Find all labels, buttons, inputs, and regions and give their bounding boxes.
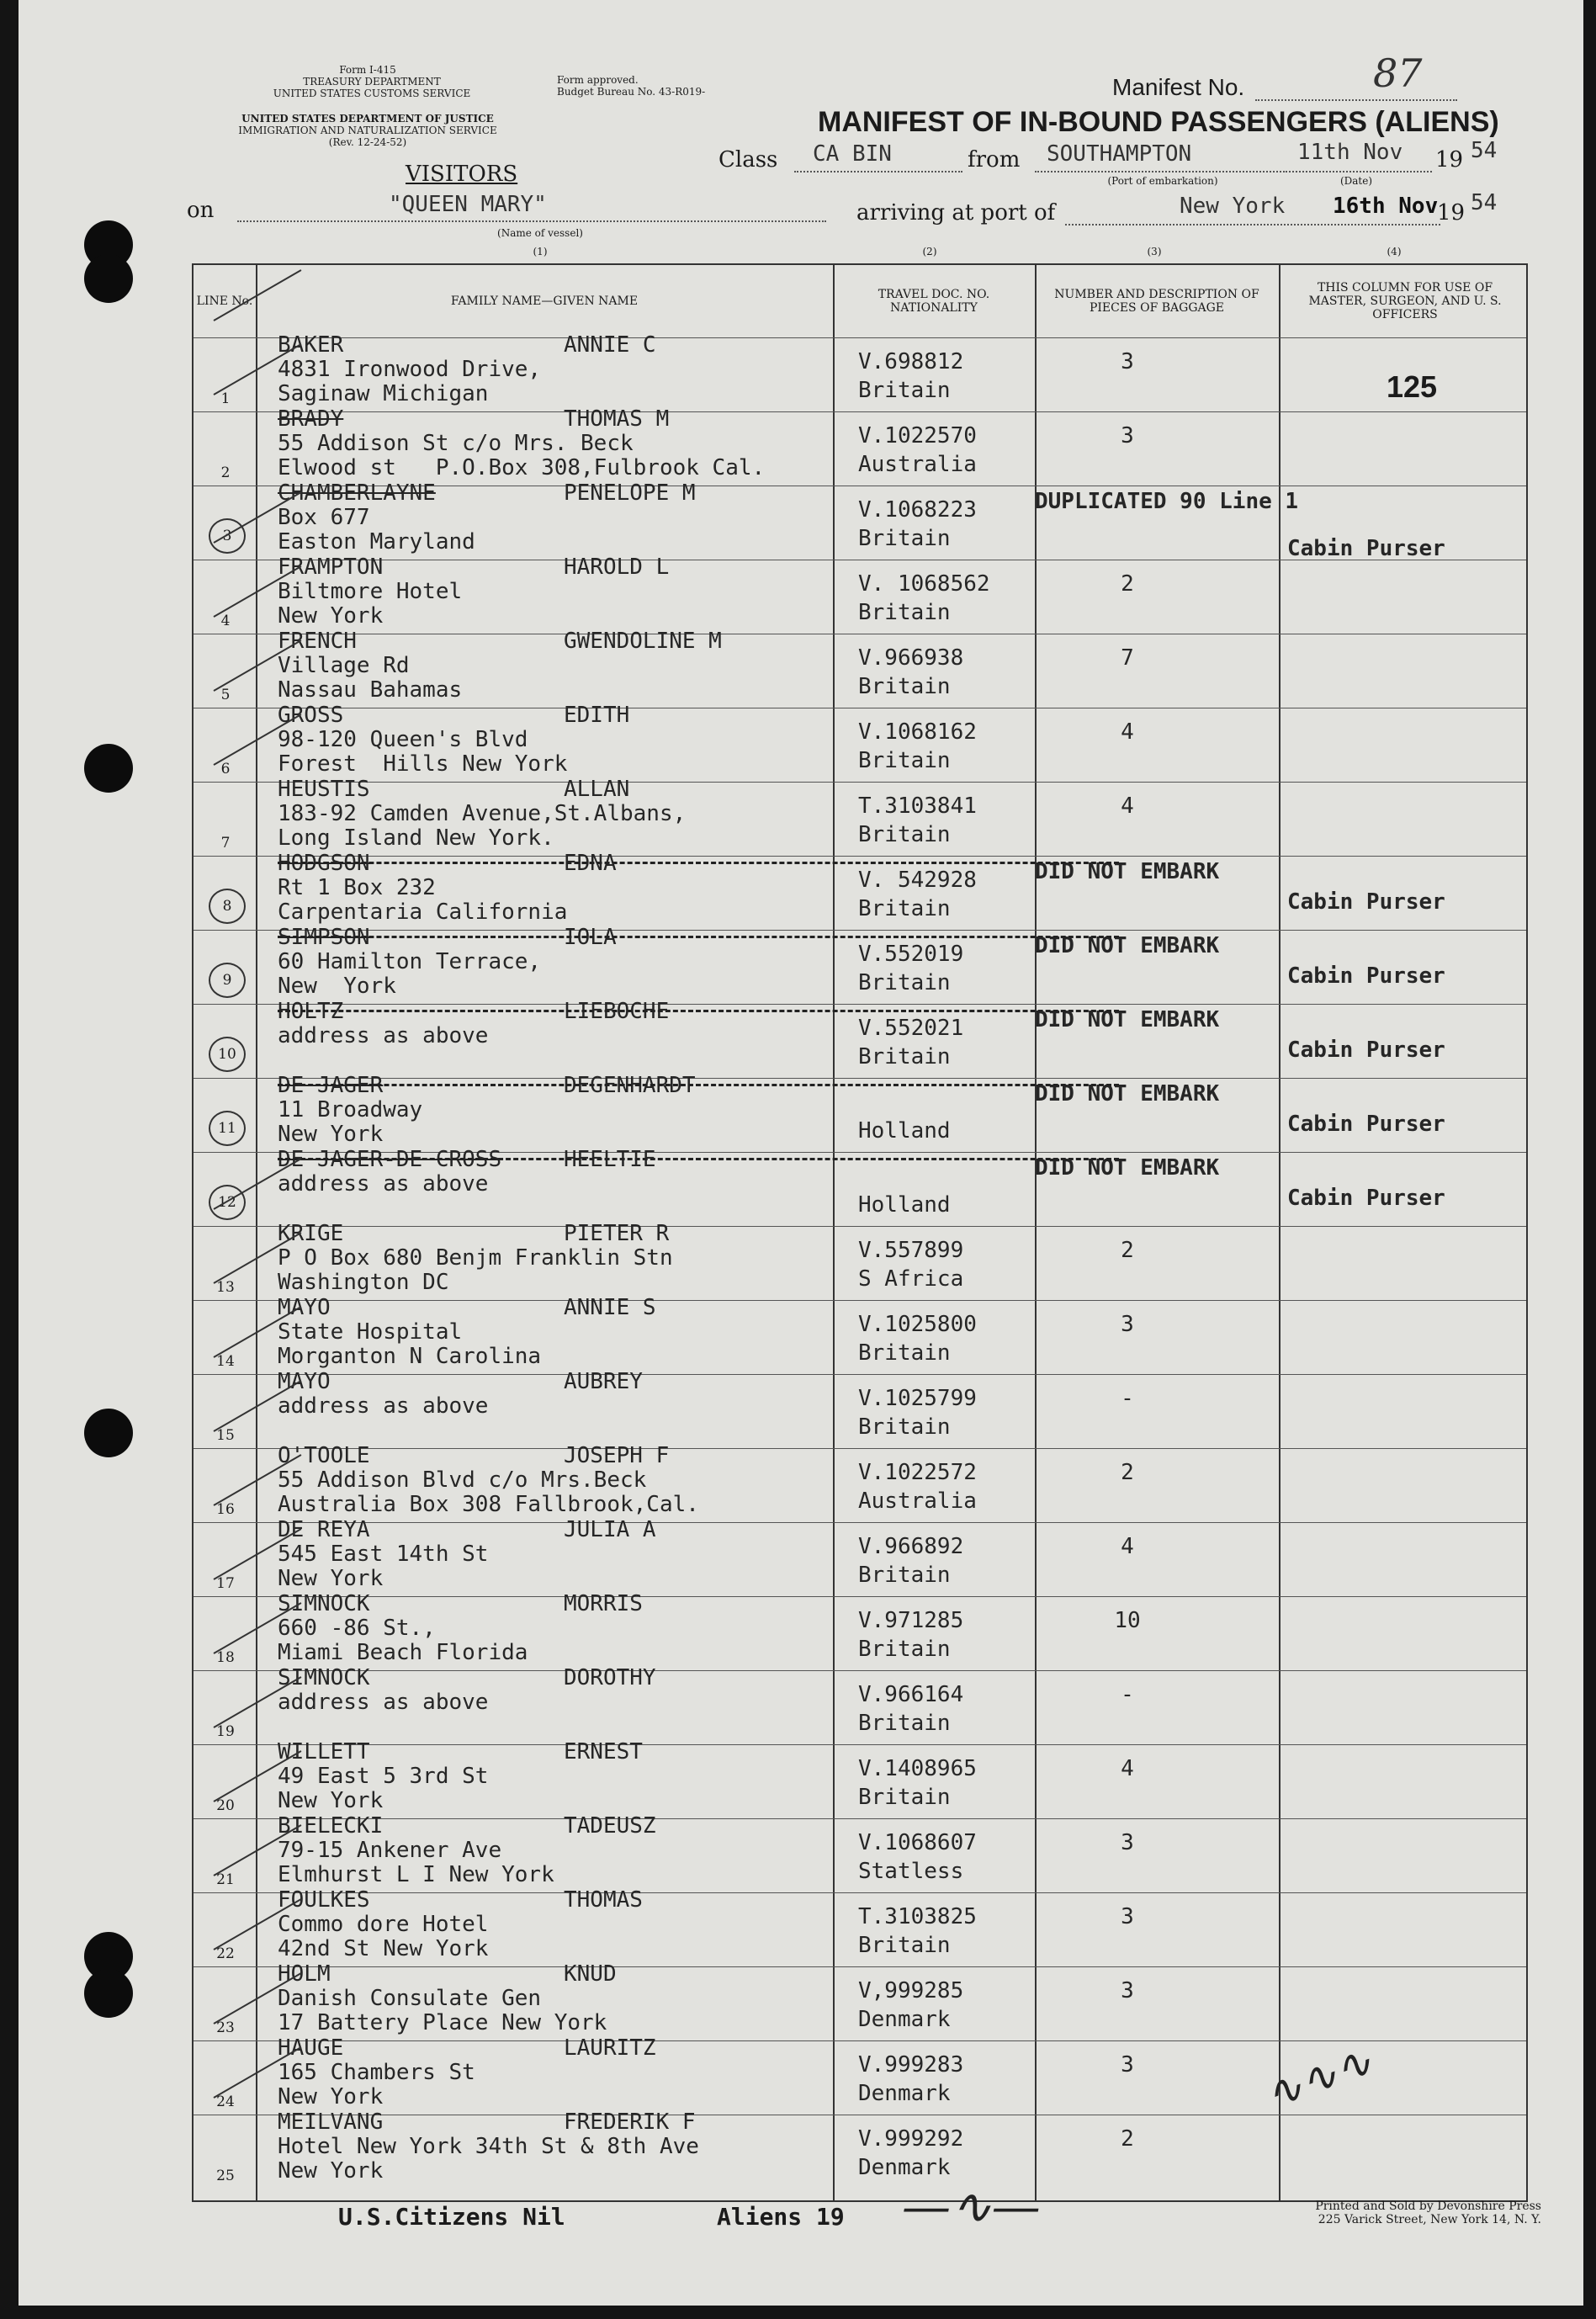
manifest-title: MANIFEST OF IN-BOUND PASSENGERS (ALIENS)	[818, 106, 1499, 138]
table-row	[194, 1517, 1526, 1597]
arriving-year-prefix: 19	[1437, 200, 1466, 226]
year-value: 54	[1471, 138, 1498, 163]
address-line-2: New York	[278, 974, 396, 999]
address: 165 Chambers St	[278, 2060, 475, 2085]
address-line-2: Forest Hills New York	[278, 751, 568, 777]
table-row	[194, 851, 1526, 931]
family-name: GROSS	[278, 703, 344, 728]
table-row	[194, 1665, 1526, 1745]
table-row	[194, 629, 1526, 708]
line-number: 4	[220, 613, 231, 629]
address: 660 -86 St.,	[278, 1616, 436, 1641]
arriving-date: 16th Nov	[1333, 194, 1439, 219]
line-number: 7	[220, 835, 231, 852]
from-value: SOUTHAMPTON	[1047, 141, 1192, 167]
address: Hotel New York 34th St & 8th Ave	[278, 2134, 699, 2159]
on-label: on	[187, 198, 215, 223]
nationality: Britain	[858, 822, 951, 847]
table-row	[194, 1961, 1526, 2041]
baggage-count: 2	[1121, 1460, 1134, 1485]
baggage-count: 7	[1121, 645, 1134, 671]
address: address as above	[278, 1393, 489, 1419]
line-number: 12	[209, 1185, 246, 1220]
address: State Hospital	[278, 1319, 463, 1345]
handwritten-signature: —∿—	[902, 2178, 1041, 2235]
family-name: MEILVANG	[278, 2109, 384, 2135]
family-name: HODGSON	[278, 851, 370, 876]
given-name: ANNIE C	[564, 332, 656, 358]
given-name: HAROLD L	[564, 555, 670, 580]
travel-doc-no: T.3103825	[858, 1904, 977, 1929]
passenger-table	[192, 263, 1528, 2202]
given-name: IOLA	[564, 925, 617, 950]
family-name: HOLTZ	[278, 999, 344, 1024]
vessel-line	[237, 220, 826, 222]
family-name: DE JAGER	[278, 1073, 384, 1098]
travel-doc-no: V.971285	[858, 1608, 964, 1633]
table-row	[194, 1887, 1526, 1967]
travel-doc-no: V.999283	[858, 2052, 964, 2078]
family-name: HAUGE	[278, 2035, 344, 2061]
nationality: Britain	[858, 970, 951, 995]
table-row	[194, 1073, 1526, 1153]
nationality: S Africa	[858, 1266, 964, 1292]
baggage-count: 3	[1121, 1830, 1134, 1855]
travel-doc-no: V.999292	[858, 2126, 964, 2152]
address: 79-15 Ankener Ave	[278, 1838, 502, 1863]
nationality: Australia	[858, 452, 977, 477]
binder-hole	[84, 1409, 133, 1457]
travel-doc-no: V.1408965	[858, 1756, 977, 1781]
given-name: THOMAS M	[564, 406, 670, 432]
family-name: BAKER	[278, 332, 344, 358]
travel-doc-no: V. 1068562	[858, 571, 990, 597]
form-approved: Form approved.	[557, 74, 639, 86]
address-line-2: New York	[278, 603, 384, 629]
given-name: TADEUSZ	[564, 1813, 656, 1839]
arriving-year: 54	[1471, 190, 1498, 215]
travel-doc-no: V.552019	[858, 942, 964, 967]
address: P O Box 680 Benjm Franklin Stn	[278, 1245, 673, 1271]
handwritten-signature: ∿∿∿	[1258, 2035, 1380, 2121]
col-header-line: LINE No.	[196, 295, 253, 308]
family-name: DE REYA	[278, 1517, 370, 1542]
travel-doc-no: V.1068223	[858, 497, 977, 523]
line-number: 15	[216, 1427, 235, 1444]
nationality: Denmark	[858, 2155, 951, 2180]
manifest-page	[19, 0, 1583, 2306]
travel-doc-no: V.966164	[858, 1682, 964, 1707]
line-number: 22	[216, 1945, 235, 1962]
address-line-2: Carpentaria California	[278, 899, 568, 925]
printer-credit	[1315, 2200, 1541, 2226]
line-number: 20	[216, 1797, 235, 1814]
given-name: AUBREY	[564, 1369, 643, 1394]
nationality: Holland	[858, 1118, 951, 1144]
given-name: GWENDOLINE M	[564, 629, 722, 654]
status-note: DID NOT EMBARK	[1035, 1007, 1220, 1032]
nationality: Britain	[858, 378, 951, 403]
line-number: 24	[216, 2093, 235, 2110]
family-name: KRIGE	[278, 1221, 344, 1246]
class-value: CA BIN	[813, 141, 892, 167]
nationality: Britain	[858, 748, 951, 773]
line-number: 18	[216, 1649, 235, 1666]
nationality: Denmark	[858, 2007, 951, 2032]
cabin-purser: Cabin Purser	[1287, 1186, 1445, 1211]
family-name: HEUSTIS	[278, 777, 370, 802]
table-row	[194, 703, 1526, 783]
table-row	[194, 1591, 1526, 1671]
travel-doc-no: V.1022570	[858, 423, 977, 448]
given-name: EDNA	[564, 851, 617, 876]
address: 4831 Ironwood Drive,	[278, 357, 542, 382]
cancel-dash-line	[278, 1158, 1119, 1160]
nationality: Britain	[858, 1563, 951, 1588]
given-name: ALLAN	[564, 777, 630, 802]
manifest-no-line	[1255, 99, 1457, 101]
family-name: MAYO	[278, 1369, 331, 1394]
table-row	[194, 1221, 1526, 1301]
cancel-dash-line	[278, 936, 1119, 938]
address-line-2: Miami Beach Florida	[278, 1640, 528, 1665]
line-number: 14	[216, 1353, 235, 1370]
vessel-name: "QUEEN MARY"	[389, 192, 547, 217]
baggage-count: -	[1121, 1386, 1134, 1411]
table-row	[194, 1369, 1526, 1449]
table-row	[194, 1813, 1526, 1893]
table-row	[194, 1295, 1526, 1375]
table-row	[194, 925, 1526, 1005]
cabin-purser: Cabin Purser	[1287, 1112, 1445, 1137]
address-line-2: 42nd St New York	[278, 1936, 489, 1961]
baggage-count: 2	[1121, 571, 1134, 597]
cabin-purser: Cabin Purser	[1287, 889, 1445, 915]
line-number: 2	[220, 464, 231, 481]
family-name: SIMNOCK	[278, 1665, 370, 1690]
line-number: 19	[216, 1723, 235, 1740]
revision-date: (Rev. 12-24-52)	[328, 136, 407, 148]
address-line-2: Elmhurst L I New York	[278, 1862, 554, 1887]
travel-doc-no: V.1068162	[858, 719, 977, 745]
address-line-2: Morganton N Carolina	[278, 1344, 542, 1369]
family-name: FRAMPTON	[278, 555, 384, 580]
nationality: Australia	[858, 1489, 977, 1514]
from-line	[1035, 171, 1287, 172]
address: address as above	[278, 1023, 489, 1048]
travel-doc-no: V.552021	[858, 1016, 964, 1041]
address: 49 East 5 3rd St	[278, 1764, 489, 1789]
cabin-purser: Cabin Purser	[1287, 1037, 1445, 1063]
baggage-count: 3	[1121, 1312, 1134, 1337]
arriving-label: arriving at port of	[856, 200, 1056, 226]
nationality: Britain	[858, 600, 951, 625]
status-note: DID NOT EMBARK	[1035, 1155, 1220, 1181]
nationality: Denmark	[858, 2081, 951, 2106]
given-name: DOROTHY	[564, 1665, 656, 1690]
status-note: DID NOT EMBARK	[1035, 933, 1220, 958]
officer-total: 125	[1387, 369, 1438, 404]
col-num-2: (2)	[922, 246, 937, 257]
given-name: EDITH	[564, 703, 630, 728]
line-number: 11	[209, 1111, 246, 1146]
given-name: JULIA A	[564, 1517, 656, 1542]
cabin-purser: Cabin Purser	[1287, 536, 1445, 561]
address: 60 Hamilton Terrace,	[278, 949, 542, 974]
address: Village Rd	[278, 653, 410, 678]
treasury-dept: TREASURY DEPARTMENT	[303, 76, 441, 88]
baggage-count: -	[1121, 1682, 1134, 1707]
address-line-2: Nassau Bahamas	[278, 677, 463, 703]
address: 55 Addison St c/o Mrs. Beck	[278, 431, 634, 456]
given-name: LAURITZ	[564, 2035, 656, 2061]
baggage-count: 2	[1121, 2126, 1134, 2152]
line-number: 21	[216, 1871, 235, 1888]
baggage-count: 2	[1121, 1238, 1134, 1263]
travel-doc-no: V.966892	[858, 1534, 964, 1559]
travel-doc-no: V.698812	[858, 349, 964, 374]
given-name: DEGENHARDT	[564, 1073, 696, 1098]
manifest-no-label: Manifest No.	[1112, 74, 1245, 100]
line-number: 1	[220, 390, 231, 407]
cancel-dash-line	[278, 1084, 1119, 1086]
line-number: 13	[216, 1279, 235, 1296]
baggage-count: 4	[1121, 1756, 1134, 1781]
date-caption: (Date)	[1339, 175, 1373, 187]
address-line-2: Easton Maryland	[278, 529, 475, 555]
line-number: 16	[216, 1501, 235, 1518]
status-note: DID NOT EMBARK	[1035, 859, 1220, 884]
given-name: ANNIE S	[564, 1295, 656, 1320]
given-name: KNUD	[564, 1961, 617, 1987]
col-header-doc: TRAVEL DOC. NO. NATIONALITY	[878, 288, 990, 315]
table-row	[194, 332, 1526, 412]
address: 11 Broadway	[278, 1097, 423, 1122]
status-note: DID NOT EMBARK	[1035, 1081, 1220, 1106]
binder-hole	[84, 744, 133, 793]
col-header-name: FAMILY NAME—GIVEN NAME	[450, 295, 639, 308]
travel-doc-no: V. 542928	[858, 868, 977, 893]
address-line-2: New York	[278, 1788, 384, 1813]
travel-doc-no: V.1022572	[858, 1460, 977, 1485]
family-name: WILLETT	[278, 1739, 370, 1764]
address: 98-120 Queen's Blvd	[278, 727, 528, 752]
table-row	[194, 777, 1526, 857]
travel-doc-no: V.1068607	[858, 1830, 977, 1855]
family-name: BIELECKI	[278, 1813, 384, 1839]
family-name: DE JAGER-DE CROSS	[278, 1147, 502, 1172]
class-line	[794, 171, 962, 172]
nationality: Britain	[858, 1785, 951, 1810]
baggage-count: 3	[1121, 1904, 1134, 1929]
nationality: Britain	[858, 896, 951, 921]
travel-doc-no: V.1025799	[858, 1386, 977, 1411]
line-number: 6	[220, 761, 231, 777]
family-name: CHAMBERLAYNE	[278, 480, 436, 506]
col-num-1: (1)	[533, 246, 548, 257]
port-caption: (Port of embarkation)	[1107, 175, 1218, 187]
nationality: Britain	[858, 526, 951, 551]
given-name: FREDERIK F	[564, 2109, 696, 2135]
line-number: 9	[209, 963, 246, 998]
line-number: 17	[216, 1575, 235, 1592]
given-name: PIETER R	[564, 1221, 670, 1246]
family-name: FOULKES	[278, 1887, 370, 1913]
address: Commo dore Hotel	[278, 1912, 489, 1937]
printer-address: 225 Varick Street, New York 14, N. Y.	[1318, 2213, 1541, 2226]
travel-doc-no: V,999285	[858, 1978, 964, 2003]
baggage-count: 10	[1114, 1608, 1141, 1633]
given-name: HEELTIE	[564, 1147, 656, 1172]
date-value: 11th Nov	[1297, 140, 1403, 165]
table-row	[194, 2109, 1526, 2189]
binder-hole	[84, 1969, 133, 2018]
cancel-dash-line	[278, 1010, 1119, 1012]
nationality: Britain	[858, 1414, 951, 1440]
given-name: THOMAS	[564, 1887, 643, 1913]
given-name: LIEBOCHE	[564, 999, 670, 1024]
customs-service: UNITED STATES CUSTOMS SERVICE	[273, 88, 471, 99]
line-number: 3	[209, 518, 246, 554]
nationality: Statless	[858, 1859, 964, 1884]
from-label: from	[968, 147, 1021, 172]
family-name: BRADY	[278, 406, 344, 432]
address-line-2: New York	[278, 2084, 384, 2109]
given-name: MORRIS	[564, 1591, 643, 1616]
baggage-count: 4	[1121, 1534, 1134, 1559]
col-num-4: (4)	[1387, 246, 1402, 257]
printer-name: Printed and Sold by Devonshire Press	[1315, 2200, 1541, 2213]
line-number: 10	[209, 1037, 246, 1072]
date-line	[1289, 171, 1432, 172]
travel-doc-no: V.1025800	[858, 1312, 977, 1337]
table-row	[194, 1147, 1526, 1227]
arriving-line	[1065, 224, 1440, 226]
vessel-caption: (Name of vessel)	[497, 227, 583, 239]
status-note: DUPLICATED 90 Line 1	[1035, 489, 1299, 514]
binder-hole	[84, 254, 133, 303]
baggage-count: 3	[1121, 423, 1134, 448]
col-header-officers: THIS COLUMN FOR USE OF MASTER, SURGEON, AND U. S. OFFICERS	[1308, 281, 1502, 321]
address-line-2: 17 Battery Place New York	[278, 2010, 607, 2035]
family-name: O'TOOLE	[278, 1443, 370, 1468]
baggage-count: 3	[1121, 1978, 1134, 2003]
given-name: JOSEPH F	[564, 1443, 670, 1468]
line-number: 25	[216, 2168, 235, 2184]
nationality: Britain	[858, 1637, 951, 1662]
baggage-count: 4	[1121, 793, 1134, 819]
address-line-2: Australia Box 308 Fallbrook,Cal.	[278, 1492, 699, 1517]
address-line-2: Long Island New York.	[278, 825, 554, 851]
year-prefix: 19	[1435, 147, 1464, 172]
address-line-2: Elwood st P.O.Box 308,Fulbrook Cal.	[278, 455, 766, 480]
justice-dept: UNITED STATES DEPARTMENT OF JUSTICE	[241, 113, 494, 125]
line-number: 8	[209, 889, 246, 924]
address-line-2: Washington DC	[278, 1270, 449, 1295]
table-row	[194, 999, 1526, 1079]
nationality: Britain	[858, 1340, 951, 1366]
table-row	[194, 1443, 1526, 1523]
address: Rt 1 Box 232	[278, 875, 436, 900]
family-name: SIMNOCK	[278, 1591, 370, 1616]
arriving-port: New York	[1180, 194, 1286, 219]
immigration-service: IMMIGRATION AND NATURALIZATION SERVICE	[238, 125, 497, 136]
given-name: PENELOPE M	[564, 480, 696, 506]
citizens-count: U.S.Citizens Nil	[338, 2203, 565, 2231]
budget-bureau: Budget Bureau No. 43-R019-	[557, 86, 706, 98]
col-num-3: (3)	[1147, 246, 1162, 257]
nationality: Britain	[858, 1044, 951, 1069]
col-header-baggage: NUMBER AND DESCRIPTION OF PIECES OF BAGGAGE	[1054, 288, 1259, 315]
address: 55 Addison Blvd c/o Mrs.Beck	[278, 1467, 647, 1493]
address-line-2: New York	[278, 2158, 384, 2184]
address: Biltmore Hotel	[278, 579, 463, 604]
family-name: SIMPSON	[278, 925, 370, 950]
line-number: 23	[216, 2019, 235, 2036]
nationality: Holland	[858, 1192, 951, 1218]
given-name: ERNEST	[564, 1739, 643, 1764]
baggage-count: 3	[1121, 2052, 1134, 2078]
baggage-count: 4	[1121, 719, 1134, 745]
aliens-count: Aliens 19	[717, 2203, 845, 2231]
address-line-2: Saginaw Michigan	[278, 381, 489, 406]
class-label: Class	[718, 147, 778, 172]
nationality: Britain	[858, 1933, 951, 1958]
line-number: 5	[220, 687, 231, 703]
table-row	[194, 1739, 1526, 1819]
cabin-purser: Cabin Purser	[1287, 963, 1445, 989]
family-name: MAYO	[278, 1295, 331, 1320]
manifest-number: 87	[1373, 50, 1423, 96]
address: Box 677	[278, 505, 370, 530]
nationality: Britain	[858, 1711, 951, 1736]
address: 183-92 Camden Avenue,St.Albans,	[278, 801, 687, 826]
form-number: Form I-415	[339, 64, 396, 76]
visitors-label: VISITORS	[406, 162, 518, 187]
travel-doc-no: T.3103841	[858, 793, 977, 819]
table-row	[194, 406, 1526, 486]
cancel-dash-line	[278, 862, 1119, 864]
address-line-2: New York	[278, 1566, 384, 1591]
nationality: Britain	[858, 674, 951, 699]
address: address as above	[278, 1171, 489, 1197]
baggage-count: 3	[1121, 349, 1134, 374]
travel-doc-no: V.966938	[858, 645, 964, 671]
family-name: FRENCH	[278, 629, 357, 654]
family-name: HOLM	[278, 1961, 331, 1987]
travel-doc-no: V.557899	[858, 1238, 964, 1263]
address-line-2: New York	[278, 1122, 384, 1147]
address: address as above	[278, 1690, 489, 1715]
address: 545 East 14th St	[278, 1542, 489, 1567]
address: Danish Consulate Gen	[278, 1986, 542, 2011]
